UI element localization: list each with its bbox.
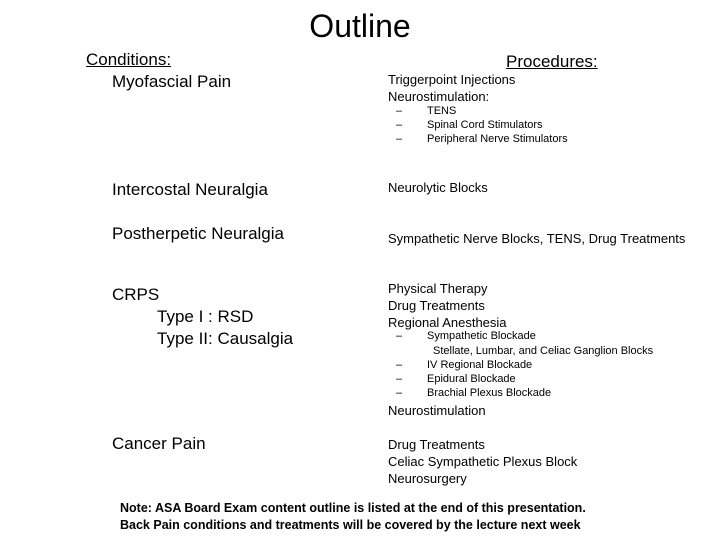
proc-myofascial-line2: Neurostimulation: xyxy=(388,89,490,104)
proc-cancer-line1: Drug Treatments xyxy=(388,437,485,452)
proc-crps-bullet-2 xyxy=(396,358,532,372)
proc-crps-line4: Neurostimulation xyxy=(388,403,486,418)
proc-cancer-line3: Neurosurgery xyxy=(388,471,467,486)
procedures-header: Procedures: xyxy=(506,52,598,71)
bullet-text: IV Regional Blockade xyxy=(427,359,533,371)
proc-crps-line3: Regional Anesthesia xyxy=(388,315,507,330)
bullet-dash: – xyxy=(396,119,403,131)
proc-myofascial-bullet-1 xyxy=(396,104,456,118)
bullet-text: Peripheral Nerve Stimulators xyxy=(427,133,568,145)
note-line2: Back Pain conditions and treatments will be covered by the lecture next week xyxy=(120,518,581,532)
bullet-text: Sympathetic Blockade xyxy=(427,330,536,342)
proc-myofascial-bullet-2 xyxy=(396,118,543,132)
condition-cancer: Cancer Pain xyxy=(112,434,206,453)
condition-crps-type1: Type I : RSD xyxy=(157,307,254,326)
bullet-text: Epidural Blockade xyxy=(427,373,516,385)
proc-crps-bullet-3 xyxy=(396,372,516,386)
bullet-dash: – xyxy=(396,330,403,342)
proc-crps-line1: Physical Therapy xyxy=(388,281,488,296)
condition-myofascial: Myofascial Pain xyxy=(112,72,232,91)
proc-crps-bullet-1 xyxy=(396,329,536,343)
bullet-dash: – xyxy=(396,359,403,371)
proc-crps-line2: Drug Treatments xyxy=(388,298,485,313)
bullet-text: TENS xyxy=(427,105,457,117)
bullet-dash: – xyxy=(396,373,403,385)
proc-intercostal: Neurolytic Blocks xyxy=(388,180,488,195)
condition-crps: CRPS xyxy=(112,285,160,304)
bullet-dash: – xyxy=(396,133,403,145)
bullet-text: Spinal Cord Stimulators xyxy=(427,119,543,131)
bullet-dash: – xyxy=(396,387,403,399)
bullet-dash: – xyxy=(396,105,403,117)
note-line1: Note: ASA Board Exam content outline is listed at the end of this presentation. xyxy=(120,501,586,515)
proc-crps-bullet-1-detail: Stellate, Lumbar, and Celiac Ganglion Blocks xyxy=(433,345,654,357)
condition-postherpetic: Postherpetic Neuralgia xyxy=(112,224,284,243)
slide-title: Outline xyxy=(309,8,411,44)
proc-myofascial-line1: Triggerpoint Injections xyxy=(388,72,516,87)
condition-crps-type2: Type II: Causalgia xyxy=(157,329,294,348)
proc-cancer-line2: Celiac Sympathetic Plexus Block xyxy=(388,454,578,469)
proc-postherpetic: Sympathetic Nerve Blocks, TENS, Drug Treatments xyxy=(388,231,686,246)
proc-myofascial-bullet-3 xyxy=(396,132,568,146)
conditions-header: Conditions: xyxy=(86,50,172,69)
proc-crps-bullet-4 xyxy=(396,386,551,400)
bullet-text: Brachial Plexus Blockade xyxy=(427,387,552,399)
condition-intercostal: Intercostal Neuralgia xyxy=(112,180,268,199)
